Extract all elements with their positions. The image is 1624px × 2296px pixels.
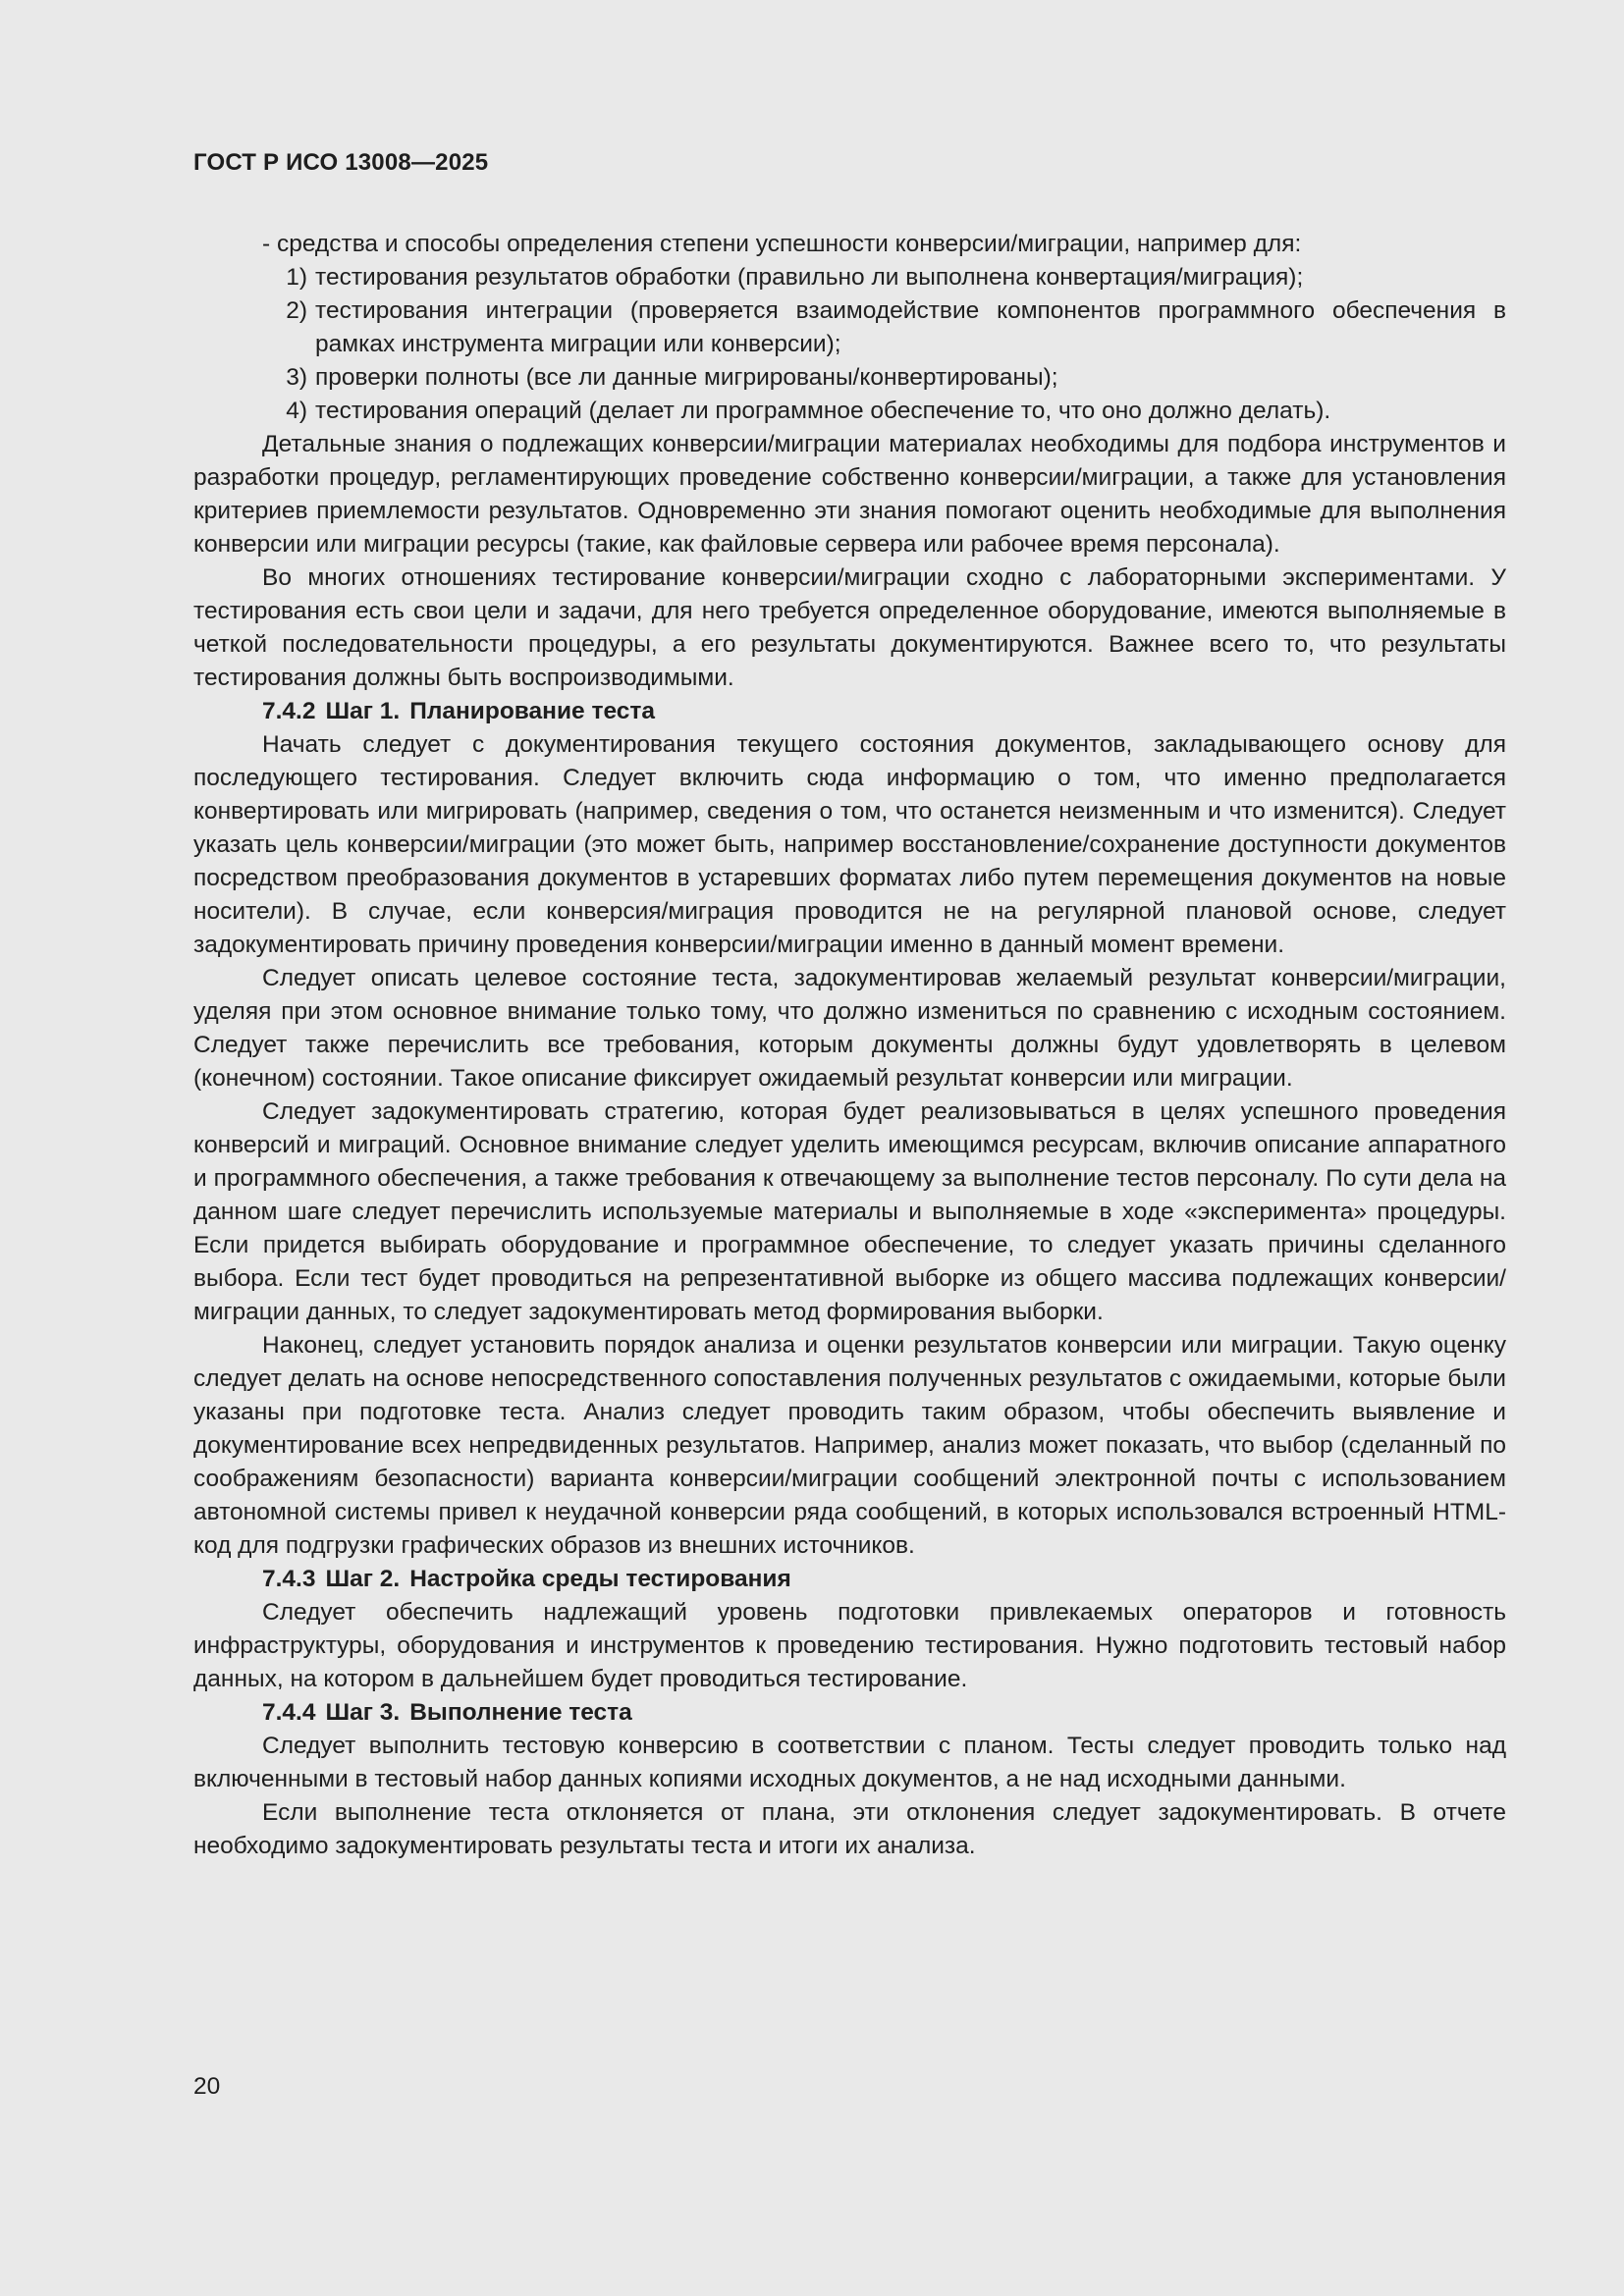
paragraph: Наконец, следует установить порядок анализа и оценки результатов конверсии или миграции. Такую оценку следует делать на основе непосредственного сопоставления полученных результатов с ожидаемыми, которые были указаны при подготовке теста. Анализ следует проводить таким образом, чтобы обеспечить выявление и документирование всех непредвиденных результатов. Например, анализ может показать, что выбор (сделанный по соображениям безопасности) варианта конверсии/миграции сообщений электронной почты с использованием автономной системы привел к неудачной конверсии ряда сообщений, в которых использовался встроенный HTML-код для подгрузки графических образов из внешних источников. <box>193 1332 1506 1559</box>
section-number: 7.4.2 <box>262 698 316 724</box>
paragraph: Если выполнение теста отклоняется от плана, эти отклонения следует задокументировать. В отчете необходимо задокументировать результаты теста и итоги их анализа. <box>193 1799 1506 1859</box>
paragraph: Детальные знания о подлежащих конверсии/миграции материалах необходимы для подбора инструментов и разработки процедур, регламентирующих проведение собственно конверсии/миграции, а также для установления критериев приемлемости результатов. Одновременно эти знания помогают оценить необходимые для выполнения конверсии или миграции ресурсы (такие, как файловые сервера или рабочее время персонала). <box>193 431 1506 558</box>
list-item-text: тестирования результатов обработки (правильно ли выполнена конвертация/миграция); <box>315 264 1304 291</box>
section-title: Выполнение теста <box>409 1699 632 1726</box>
list-item <box>193 395 1506 428</box>
intro-line: - средства и способы определения степени успешности конверсии/миграции, например для: <box>262 231 1302 257</box>
list-item-number: 3) <box>286 364 307 391</box>
section-number: 7.4.3 <box>262 1566 316 1592</box>
page-number: 20 <box>193 2073 221 2100</box>
section-heading-7-4-4 <box>193 1696 1506 1730</box>
list-item <box>193 261 1506 294</box>
section-title: Настройка среды тестирования <box>409 1566 791 1592</box>
paragraph: Во многих отношениях тестирование конверсии/миграции сходно с лабораторными экспериментами. У тестирования есть свои цели и задачи, для него требуется определенное оборудование, имеются выполняемые в четкой последовательности процедуры, а его результаты документируются. Важнее всего то, что результаты тестирования должны быть воспроизводимыми. <box>193 564 1506 691</box>
paragraph: Следует выполнить тестовую конверсию в соответствии с планом. Тесты следует проводить только над включенными в тестовый набор данных копиями исходных документов, а не над исходными данными. <box>193 1733 1506 1792</box>
list-item-text: тестирования интеграции (проверяется взаимодействие компонентов программного обеспечения в рамках инструмента миграции или конверсии); <box>315 297 1506 357</box>
section-heading-7-4-2 <box>193 695 1506 728</box>
section-step: Шаг 1. <box>325 698 401 724</box>
section-heading-7-4-3 <box>193 1563 1506 1596</box>
paragraph: Начать следует с документирования текущего состояния документов, закладывающего основу для последующего тестирования. Следует включить сюда информацию о том, что именно предполагается конвертировать или мигрировать (например, сведения о том, что останется неизменным и что изменится). Следует указать цель конверсии/миграции (это может быть, например восстановление/сохранение доступности документов посредством преобразования документов в устаревших форматах либо путем перемещения документов на новые носители). В случае, если конверсия/миграция проводится не на регулярной плановой основе, следует задокументировать причину проведения конверсии/миграции именно в данный момент времени. <box>193 731 1506 958</box>
section-number: 7.4.4 <box>262 1699 316 1726</box>
document-header: ГОСТ Р ИСО 13008—2025 <box>193 149 489 176</box>
list-item <box>193 294 1506 361</box>
paragraph: Следует описать целевое состояние теста, задокументировав желаемый результат конверсии/миграции, уделяя при этом основное внимание только тому, что должно измениться по сравнению с исходным состоянием. Следует также перечислить все требования, которым документы должны будут удовлетворять в целевом (конечном) состоянии. Такое описание фиксирует ожидаемый результат конверсии или миграции. <box>193 965 1506 1092</box>
document-body <box>193 228 1506 1863</box>
paragraph: Следует задокументировать стратегию, которая будет реализовываться в целях успешного проведения конверсий и миграций. Основное внимание следует уделить имеющимся ресурсам, включив описание аппаратного и программного обеспечения, а также требования к отвечающему за выполнение тестов персоналу. По сути дела на данном шаге следует перечислить используемые материалы и выполняемые в ходе «эксперимента» процедуры. Если придется выбирать оборудование и программное обеспечение, то следует указать причины сделанного выбора. Если тест будет проводиться на репрезентативной выборке из общего массива подлежащих конверсии/миграции данных, то следует задокументировать метод формирования выборки. <box>193 1098 1506 1325</box>
list-item <box>193 361 1506 395</box>
section-step: Шаг 2. <box>325 1566 401 1592</box>
list-item-text: тестирования операций (делает ли программное обеспечение то, что оно должно делать). <box>315 398 1331 424</box>
section-title: Планирование теста <box>409 698 656 724</box>
list-item-number: 2) <box>286 297 307 324</box>
list-item-text: проверки полноты (все ли данные мигрированы/конвертированы); <box>315 364 1058 391</box>
section-step: Шаг 3. <box>325 1699 401 1726</box>
list-item-number: 1) <box>286 264 307 291</box>
list-item-number: 4) <box>286 398 307 424</box>
paragraph: Следует обеспечить надлежащий уровень подготовки привлекаемых операторов и готовность инфраструктуры, оборудования и инструментов к проведению тестирования. Нужно подготовить тестовый набор данных, на котором в дальнейшем будет проводиться тестирование. <box>193 1599 1506 1692</box>
